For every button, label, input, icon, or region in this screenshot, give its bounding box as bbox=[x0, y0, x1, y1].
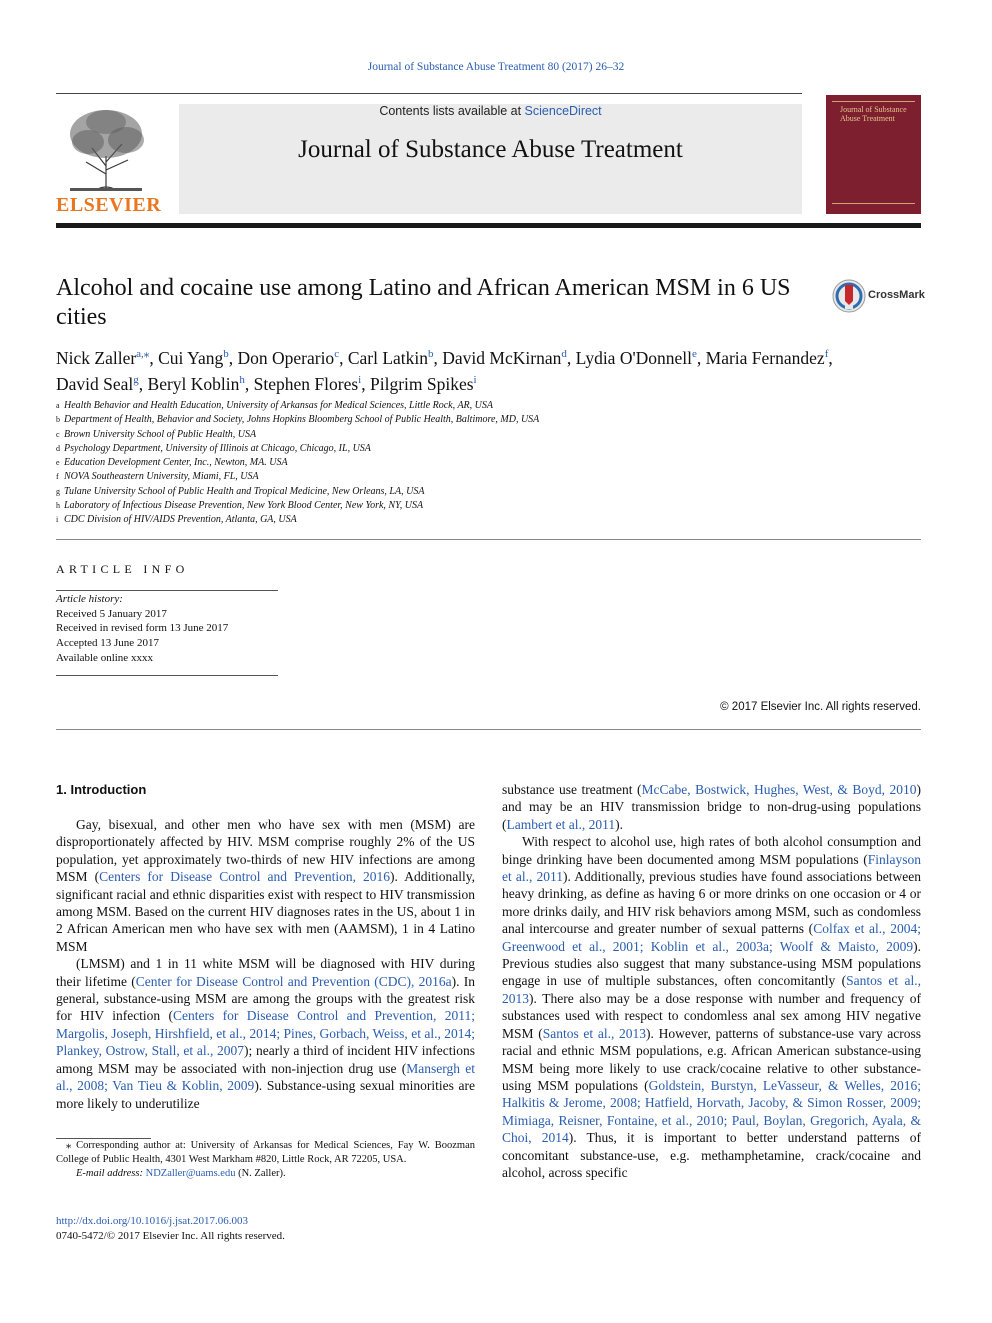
contents-prefix: Contents lists available at bbox=[379, 104, 525, 118]
author-separator: , bbox=[566, 347, 576, 368]
body-column-left bbox=[56, 816, 475, 1112]
journal-cover-thumbnail[interactable] bbox=[826, 95, 921, 214]
header-thick-rule bbox=[56, 223, 921, 228]
author-name[interactable]: Pilgrim Spikes bbox=[369, 373, 474, 394]
affiliation-text: NOVA Southeastern University, Miami, FL, USA bbox=[64, 471, 259, 483]
author-affiliation-marker[interactable]: f bbox=[824, 348, 829, 360]
contents-line bbox=[179, 104, 802, 118]
affiliation-letter: d bbox=[56, 443, 60, 453]
affiliation-item bbox=[56, 399, 926, 413]
affiliation-text: CDC Division of HIV/AIDS Prevention, Atlanta, GA, USA bbox=[64, 514, 297, 526]
article-title: Alcohol and cocaine use among Latino and African American MSM in 6 US cities bbox=[56, 275, 791, 330]
citation-link[interactable]: Mansergh et al., 2008; Van Tieu & Koblin, 2009 bbox=[56, 1060, 475, 1094]
author-affiliation-marker[interactable]: i bbox=[473, 373, 477, 386]
body-text: ). Additionally, significant racial and ethnic disparities exist with respect to HIV transmission among MSM. Based on the current HIV diagnoses rates in the US, about 1 in 2 African American men who have sex with men (AAMSM), 1 in 4 Latino MSM bbox=[56, 869, 475, 954]
history-revised: Received in revised form 13 June 2017 bbox=[56, 622, 229, 635]
citation-link[interactable]: Finlayson et al., 2011 bbox=[502, 851, 921, 885]
article-info-rule-bottom bbox=[56, 675, 278, 676]
email-label: E-mail address: bbox=[76, 1168, 146, 1179]
body-text: With respect to alcohol use, high rates of both alcohol consumption and binge drinking have been documented among MSM populations ( bbox=[502, 834, 921, 867]
affiliation-item bbox=[56, 428, 926, 442]
author-separator: , bbox=[228, 347, 238, 368]
author-separator: , bbox=[339, 347, 348, 368]
author-affiliation-marker[interactable]: i bbox=[358, 373, 362, 386]
author-name[interactable]: Cui Yang bbox=[158, 347, 224, 368]
history-label: Article history: bbox=[56, 593, 123, 605]
header-top-rule bbox=[56, 93, 802, 94]
author-separator: , bbox=[138, 373, 148, 394]
author-name[interactable]: Carl Latkin bbox=[347, 347, 429, 368]
author-separator: , bbox=[433, 347, 443, 368]
history-accepted: Accepted 13 June 2017 bbox=[56, 637, 159, 650]
cover-rule-bottom bbox=[832, 203, 915, 204]
paragraph bbox=[56, 816, 475, 955]
affiliation-text: Department of Health, Behavior and Society, Johns Hopkins Bloomberg School of Public Health, Baltimore, MD, USA bbox=[64, 414, 540, 426]
footnote-marker: ⁎ bbox=[66, 1140, 72, 1151]
author-name[interactable]: Maria Fernandez bbox=[705, 347, 825, 368]
history-received: Received 5 January 2017 bbox=[56, 607, 167, 620]
affiliation-item bbox=[56, 413, 926, 427]
crossmark-icon[interactable] bbox=[832, 279, 866, 313]
issn-line: 0740-5472/© 2017 Elsevier Inc. All rights reserved. bbox=[56, 1229, 285, 1242]
affiliation-item bbox=[56, 470, 926, 484]
elsevier-wordmark: ELSEVIER bbox=[56, 194, 162, 216]
email-link[interactable]: NDZaller@uams.edu bbox=[145, 1168, 236, 1179]
author-name[interactable]: David McKirnan bbox=[442, 347, 562, 368]
body-text: ). However, patterns of substance-use vary across racial and ethnic MSM populations, e.g. African American substance-using MSM being more likely to use crack/cocaine relative to other substance-using MSM populations ( bbox=[502, 1025, 921, 1093]
affiliation-letter: e bbox=[56, 458, 60, 468]
body-text: ). Substance-using sexual minorities are more likely to underutilize bbox=[56, 1078, 475, 1111]
article-info-rule-top bbox=[56, 590, 278, 591]
author-affiliation-marker[interactable]: a,⁎ bbox=[136, 348, 150, 360]
affiliation-text: Psychology Department, University of Illinois at Chicago, Chicago, IL, USA bbox=[64, 442, 371, 454]
author-affiliation-marker[interactable]: d bbox=[561, 348, 567, 360]
author-affiliation-marker[interactable]: b bbox=[428, 348, 434, 360]
author-list bbox=[56, 343, 926, 395]
affiliation-text: Brown University School of Public Health, USA bbox=[64, 428, 257, 440]
doi-link[interactable]: http://dx.doi.org/10.1016/j.jsat.2017.06.003 bbox=[56, 1215, 248, 1227]
affiliation-list bbox=[56, 399, 926, 528]
author-affiliation-marker[interactable]: g bbox=[133, 373, 139, 386]
cover-title: Journal of Substance Abuse Treatment bbox=[840, 105, 907, 123]
author-separator: , bbox=[244, 373, 254, 394]
affiliation-text: Health Behavior and Health Education, University of Arkansas for Medical Sciences, Little Rock, AR, USA bbox=[64, 400, 493, 411]
affiliation-item bbox=[56, 442, 926, 456]
corresponding-author-footnote bbox=[56, 1139, 475, 1181]
doi-block bbox=[56, 1214, 285, 1243]
sciencedirect-link[interactable]: ScienceDirect bbox=[524, 104, 602, 118]
author-separator: , bbox=[828, 347, 833, 368]
affiliation-item bbox=[56, 499, 926, 513]
copyright-notice: © 2017 Elsevier Inc. All rights reserved. bbox=[720, 701, 921, 713]
body-text: Gay, bisexual, and other men who have sex with men (MSM) are disproportionately affected by HIV. MSM comprise roughly 2% of the US population, yet approximately two-thirds of new HIV infections are among MSM ( bbox=[56, 817, 475, 885]
citation-link[interactable]: Colfax et al., 2004; Greenwood et al., 2001; Koblin et al., 2003a; Woolf & Maisto, 2009 bbox=[502, 921, 922, 954]
citation-link[interactable]: McCabe, Bostwick, Hughes, West, & Boyd, 2010 bbox=[641, 782, 917, 797]
citation-link[interactable]: Santos et al., 2013 bbox=[502, 973, 921, 1006]
paragraph bbox=[56, 955, 475, 1112]
author-name[interactable]: Nick Zaller bbox=[56, 347, 137, 368]
author-separator: , bbox=[696, 347, 706, 368]
affiliation-letter: i bbox=[56, 515, 59, 525]
paragraph bbox=[502, 833, 921, 1181]
author-affiliation-marker[interactable]: c bbox=[334, 348, 340, 360]
citation-link[interactable]: Santos et al., 2013 bbox=[542, 1025, 647, 1041]
cover-rule-top bbox=[832, 101, 915, 102]
section-heading: 1. Introduction bbox=[56, 782, 147, 797]
journal-title: Journal of Substance Abuse Treatment bbox=[298, 136, 683, 163]
abstract-divider bbox=[56, 729, 921, 730]
footnote-text: Corresponding author at: University of Arkansas for Medical Sciences, Fay W. Boozman College of Public Health, 4301 West Markham #820, Little Rock, AR 72205, USA. bbox=[56, 1140, 475, 1165]
citation-link[interactable]: Centers for Disease Control and Prevention, 2016 bbox=[99, 869, 391, 885]
affiliation-letter: h bbox=[56, 501, 60, 511]
affiliation-text: Laboratory of Infectious Disease Prevention, New York Blood Center, New York, NY, USA bbox=[64, 500, 424, 512]
body-text: ) and may be an HIV transmission bridge to non-drug-using populations ( bbox=[502, 782, 922, 832]
author-affiliation-marker[interactable]: b bbox=[223, 348, 229, 360]
affiliation-item bbox=[56, 513, 926, 527]
affiliation-item bbox=[56, 485, 926, 499]
author-separator: , bbox=[361, 373, 370, 394]
body-text: ). In general, substance-using MSM are among the groups with the greatest risk for HIV infection ( bbox=[56, 973, 476, 1024]
author-separator: , bbox=[149, 347, 159, 368]
author-name[interactable]: David Seal bbox=[56, 373, 134, 394]
citation-link[interactable]: Lambert et al., 2011 bbox=[506, 816, 616, 832]
article-info-heading: ARTICLE INFO bbox=[56, 562, 189, 576]
author-affiliation-marker[interactable]: h bbox=[239, 373, 245, 386]
body-text: ). Additionally, previous studies have found associations between heavy drinking, as define as having 6 or more drinks on one occasion or 4 or more drinks daily, and HIV risk behaviors among MSM, such as condomless anal intercourse and greater number of sexual patterns ( bbox=[502, 869, 922, 937]
affiliation-letter: f bbox=[56, 472, 59, 482]
body-text: ). Thus, it is important to better understand patterns of concomitant substance-use, e.g. methamphetamine, crack/cocaine and alcohol, across specific bbox=[502, 1130, 921, 1180]
body-text: ). bbox=[615, 816, 623, 832]
body-text: ). Previous studies also suggest that many substance-using MSM populations engage in use of multiple substances, often concomitantly ( bbox=[502, 938, 921, 989]
body-text: ). There also may be a dose response with number and frequency of substances used with respect to condomless anal sex among HIV negative MSM ( bbox=[502, 990, 921, 1041]
citation-link[interactable]: Goldstein, Burstyn, LeVasseur, & Welles, 2016; Halkitis & Jerome, 2008; Hatfield, Horvath, Jacoby, & Simon Rosser, 2009; Mimiaga, Reisner, Fontaine, et al., 2010; Paul, Boylan, Gregorich, Ayala, & Choi, 2014 bbox=[502, 1077, 921, 1146]
author-affiliation-marker[interactable]: e bbox=[692, 348, 697, 360]
affiliation-text: Tulane University School of Public Health and Tropical Medicine, New Orleans, LA, USA bbox=[64, 485, 425, 497]
body-text: (LMSM) and 1 in 11 white MSM will be diagnosed with HIV during their lifetime ( bbox=[56, 956, 475, 989]
affiliation-item bbox=[56, 456, 926, 470]
citation-link[interactable]: Centers for Disease Control and Prevention, 2011; Margolis, Joseph, Hirshfield, et al., 2014; Pines, Gorbach, Weiss, et al., 2014; Plankey, Ostrow, Stall, et al., 2007 bbox=[56, 1008, 476, 1059]
body-text: ); nearly a third of incident HIV infections among MSM may be associated with non-injection drug use ( bbox=[56, 1043, 475, 1076]
affiliation-letter: c bbox=[56, 429, 60, 439]
journal-reference-link[interactable]: Journal of Substance Abuse Treatment 80 (2017) 26–32 bbox=[367, 61, 625, 73]
history-online: Available online xxxx bbox=[56, 651, 153, 664]
affiliation-letter: g bbox=[56, 486, 60, 496]
crossmark-label[interactable]: CrossMark bbox=[868, 289, 925, 301]
body-column-right bbox=[502, 781, 921, 1181]
author-name[interactable]: Don Operario bbox=[237, 347, 335, 368]
author-name[interactable]: Stephen Flores bbox=[253, 373, 359, 394]
paragraph bbox=[502, 781, 921, 833]
author-name[interactable]: Lydia O'Donnell bbox=[575, 347, 692, 368]
email-suffix: (N. Zaller). bbox=[235, 1168, 286, 1179]
affiliation-letter: a bbox=[56, 401, 60, 410]
affiliation-letter: b bbox=[56, 415, 60, 425]
author-name[interactable]: Beryl Koblin bbox=[147, 373, 240, 394]
affiliation-divider bbox=[56, 539, 921, 540]
affiliation-text: Education Development Center, Inc., Newton, MA. USA bbox=[64, 457, 288, 469]
body-text: substance use treatment ( bbox=[502, 782, 642, 797]
article-history bbox=[56, 592, 296, 666]
citation-link[interactable]: Center for Disease Control and Prevention (CDC), 2016a bbox=[135, 973, 452, 989]
